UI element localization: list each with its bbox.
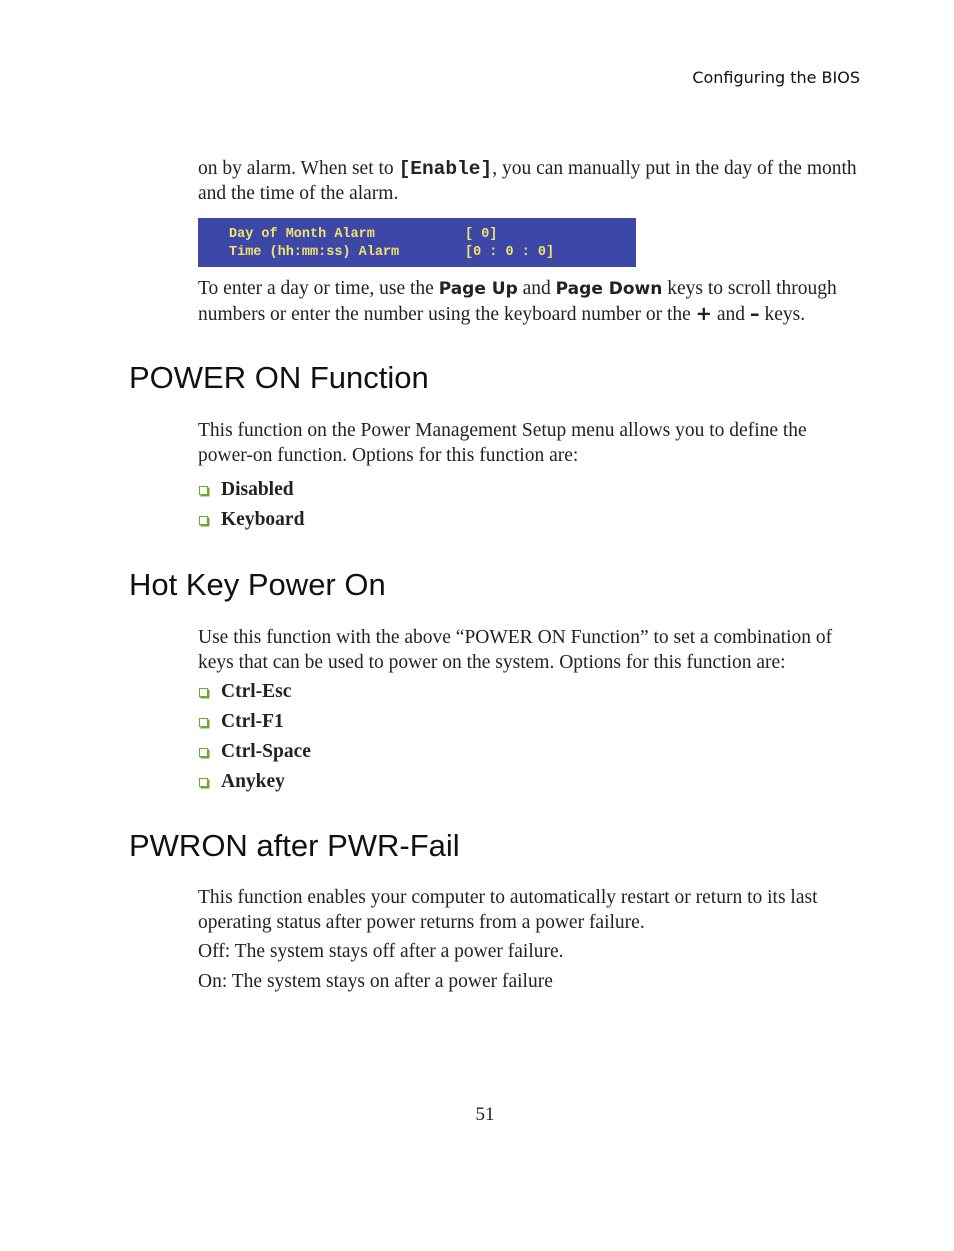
checkbox-square-icon (199, 486, 208, 495)
minus-key: – (749, 301, 760, 325)
heading-power-on-function: POWER ON Function (129, 360, 429, 395)
list-item: Anykey (198, 771, 311, 801)
page-up-key: Page Up (438, 279, 518, 299)
plus-key: + (695, 301, 712, 325)
list-item: Ctrl-Space (198, 741, 311, 771)
power-on-description: This function on the Power Management Setup menu allows you to define the power-on function. Options for this function are: (198, 420, 807, 466)
list-item: Disabled (198, 479, 304, 509)
keys-paragraph: To enter a day or time, use the Page Up and Page Down keys to scroll through numbers or enter the number using the keyboard number or the + and – keys. (198, 278, 837, 325)
pwron-off-option: Off: The system stays off after a power failure. (198, 941, 564, 962)
list-item: Ctrl-F1 (198, 711, 311, 741)
list-item: Ctrl-Esc (198, 681, 311, 711)
list-item: Keyboard (198, 509, 304, 539)
running-header: Configuring the BIOS (692, 68, 860, 87)
enable-code: [Enable] (398, 158, 493, 180)
hot-key-options (198, 681, 311, 801)
page-down-key: Page Down (555, 279, 663, 299)
checkbox-square-icon (199, 516, 208, 525)
pwron-on-option: On: The system stays on after a power failure (198, 971, 553, 992)
bios-row-time: Time (hh:mm:ss) Alarm [0 : 0 : 0] (229, 245, 555, 260)
bios-row-day: Day of Month Alarm [ 0] (229, 227, 498, 242)
power-on-options (198, 479, 304, 539)
checkbox-square-icon (199, 778, 208, 787)
checkbox-square-icon (199, 718, 208, 727)
intro-paragraph: on by alarm. When set to [Enable], you can manually put in the day of the month and the time of the alarm. (198, 158, 857, 204)
heading-hot-key-power-on: Hot Key Power On (129, 567, 386, 602)
page-number: 51 (475, 1104, 495, 1125)
heading-pwron-after-pwr-fail: PWRON after PWR-Fail (129, 828, 460, 863)
bios-screen (198, 218, 636, 267)
pwron-description: This function enables your computer to automatically restart or return to its last operating status after power returns from a power failure. (198, 887, 818, 933)
checkbox-square-icon (199, 688, 208, 697)
checkbox-square-icon (199, 748, 208, 757)
hot-key-description: Use this function with the above “POWER ON Function” to set a combination of keys that can be used to power on the system. Options for this function are: (198, 627, 833, 673)
